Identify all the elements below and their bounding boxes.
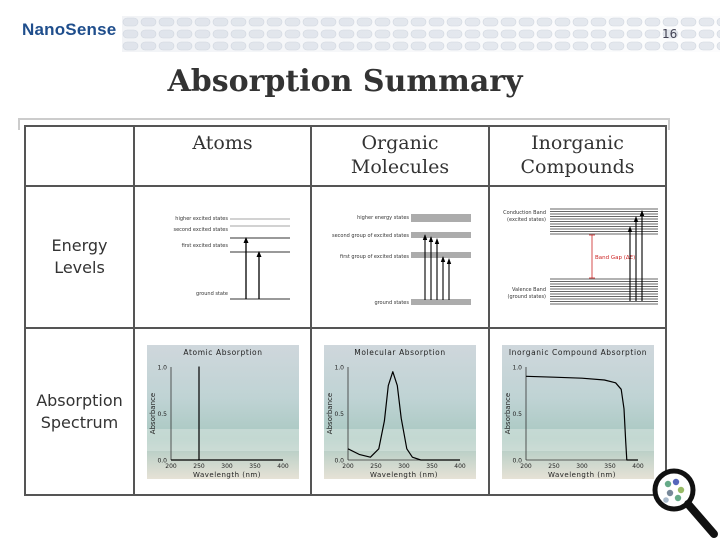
row-label: Energy Levels <box>51 236 108 277</box>
background-haze <box>502 429 654 451</box>
x-tick-label: 400 <box>631 462 644 470</box>
x-tick-label: 250 <box>192 462 205 470</box>
y-tick-label: 1.0 <box>511 364 522 371</box>
chart-background <box>502 345 654 479</box>
y-axis-label: Absorbance <box>326 392 334 434</box>
chart-title: Atomic Absorption <box>182 347 263 357</box>
energy-label: (excited states) <box>506 217 546 223</box>
x-tick-label: 350 <box>248 462 261 470</box>
chart-title: Molecular Absorption <box>354 347 446 357</box>
atoms-energy-diagram <box>134 186 311 328</box>
column-header-atoms <box>134 126 311 186</box>
energy-label: first excited states <box>181 243 228 249</box>
atoms-energy-svg <box>148 207 298 307</box>
row-label-energy-levels <box>25 186 134 328</box>
chart-title: Inorganic Compound Absorption <box>508 347 647 357</box>
energy-label: second excited states <box>173 227 228 233</box>
x-tick-label: 400 <box>276 462 289 470</box>
x-tick-label: 300 <box>398 462 410 470</box>
page-number: 16 <box>662 27 678 41</box>
nanosense-logo: NanoSense <box>22 20 117 39</box>
background-haze <box>147 429 299 451</box>
column-header-organic <box>311 126 489 186</box>
energy-label: second group of excited states <box>331 233 409 239</box>
y-tick-label: 0.5 <box>511 410 522 418</box>
band-gap-label: Band Gap (ΔE) <box>594 255 635 261</box>
inorganic-spectrum-cell <box>489 328 666 495</box>
x-tick-label: 350 <box>426 462 438 470</box>
absorption-summary-table <box>24 125 667 496</box>
organic-spectrum-cell <box>311 328 489 495</box>
inorganic-absorption-chart <box>502 345 654 479</box>
y-tick-label: 0.0 <box>156 457 167 464</box>
y-tick-label: 0.0 <box>511 457 522 464</box>
energy-label: higher energy states <box>357 215 409 221</box>
x-tick-label: 350 <box>603 462 616 470</box>
x-axis-label: Wavelength (nm) <box>370 470 438 479</box>
header-bar <box>0 0 720 58</box>
column-header-inorganic <box>489 126 666 186</box>
column-header-label: Inorganic Compounds <box>520 132 635 178</box>
x-tick-label: 400 <box>454 462 466 470</box>
x-tick-label: 300 <box>220 462 233 470</box>
arrow-head <box>447 258 451 264</box>
x-tick-label: 250 <box>370 462 382 470</box>
x-tick-label: 250 <box>547 462 560 470</box>
energy-label: ground states <box>374 300 409 306</box>
energy-label: higher excited states <box>174 216 228 222</box>
y-axis-label: Absorbance <box>503 392 512 434</box>
y-tick-label: 1.0 <box>156 364 167 371</box>
energy-label: ground state <box>195 291 228 297</box>
y-tick-label: 1.0 <box>334 364 344 371</box>
x-axis-label: Wavelength (nm) <box>547 470 616 479</box>
y-tick-label: 0.5 <box>156 410 167 418</box>
row-label: Absorption Spectrum <box>36 390 123 432</box>
energy-label: Conduction Band <box>502 210 546 216</box>
y-tick-label: 0.5 <box>334 410 344 418</box>
inorganic-energy-diagram <box>489 186 666 328</box>
x-tick-label: 200 <box>519 462 532 470</box>
energy-label: first group of excited states <box>340 254 409 260</box>
corner-cell <box>25 126 134 186</box>
y-axis-label: Absorbance <box>148 392 157 434</box>
energy-label: Valence Band <box>511 287 546 293</box>
magnifier-logo <box>648 464 720 540</box>
decorative-band <box>122 16 720 52</box>
atomic-absorption-chart <box>147 345 299 479</box>
slide-title: Absorption Summary <box>167 64 523 99</box>
column-header-label: Atoms <box>192 132 253 154</box>
row-label-absorption-spectrum <box>25 328 134 495</box>
arrow-head <box>435 238 439 244</box>
inorganic-energy-svg <box>496 205 660 309</box>
arrow-head <box>639 210 643 216</box>
background-haze <box>324 429 476 451</box>
molecular-absorption-chart <box>324 345 476 479</box>
organic-energy-svg <box>325 205 475 309</box>
column-header-label: Organic Molecules <box>350 132 450 178</box>
y-tick-label: 0.0 <box>334 457 344 464</box>
organic-energy-diagram <box>311 186 489 328</box>
x-tick-label: 200 <box>164 462 177 470</box>
energy-label: (ground states) <box>507 294 546 300</box>
x-tick-label: 200 <box>342 462 354 470</box>
chart-background <box>147 345 299 479</box>
x-tick-label: 300 <box>575 462 588 470</box>
x-axis-label: Wavelength (nm) <box>192 470 261 479</box>
atoms-spectrum-cell <box>134 328 311 495</box>
